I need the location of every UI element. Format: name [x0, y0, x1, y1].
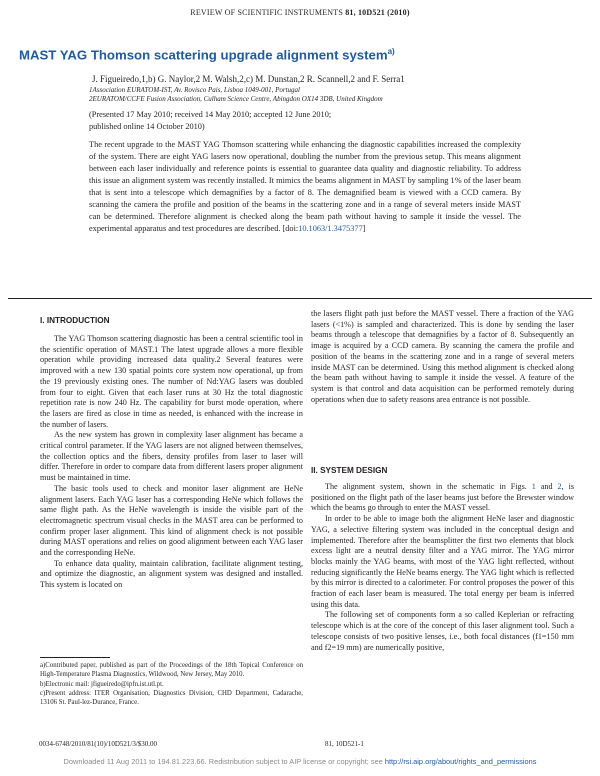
intro-paragraph-1: The YAG Thomson scattering diagnostic has been a central scientific tool in the scientific operation of MAST.1 The latest upgrade allows a more flexible operation while providing increased data quality.2 Several features were improved with a new 130 spatial points core system now operational, up from the 19 previously existing ones. The number of Nd:YAG lasers was doubled from four to eight. Given that each laser runs at 30 Hz the total diagnostic repetition rate is now 240 Hz. The capability for burst mode operation, where the lasers are fired as close in time as needed, is enhanced with the increase in the number of lasers.: [40, 334, 303, 429]
doi-prefix: [doi:: [282, 224, 299, 233]
figure-2-link[interactable]: 2: [557, 482, 562, 491]
design-paragraph-3: The following set of components form a so called Keplerian or refracting telescope which is at the core of the concept of this laser alignment tool. Such a telescope consists of two positive lenses, i.e., both focal distances (f1=150 mm and f2=19 mm) are numerically positive,: [311, 610, 574, 652]
abstract: [89, 139, 521, 235]
author-list: J. Figueiredo,1,b) G. Naylor,2 M. Walsh,2,c) M. Dunstan,2 R. Scannell,2 and F. Serra1: [92, 74, 405, 84]
affiliation-1: 1Association EURATOM-IST, Av. Rovisco Pais, Lisboa 1049-001, Portugal: [89, 86, 300, 94]
section-1-heading: I. INTRODUCTION: [40, 316, 110, 325]
footnote-divider: [40, 657, 110, 658]
footnote-b: b)Electronic mail: jfigueiredo@ipfn.ist.utl.pt.: [40, 680, 164, 688]
paper-title: [19, 47, 395, 62]
footer-page: 81, 10D521-1: [325, 740, 364, 748]
title-footnote-mark: a): [387, 47, 395, 56]
design-p1-text-a: The alignment system, shown in the schematic in Figs.: [325, 482, 532, 491]
intro-paragraph-5: the lasers flight path just before the MAST vessel. There a fraction of the YAG lasers (<1%) is sampled and characterized. This is done by sending the laser beams through a telescope that demagnifies by a factor of 8. Subsequently an image is acquired by a CCD camera. By scanning the camera the profile and position of the beams in the scattering zone and in a range of several meters inside MAST can be determined. Using this method alignment is checked along the beam path without having to sample it inside the vessel. A feature of the system is that control and data acquisition can be performed remotely during operations when due to safety reasons area entrance is not possible.: [311, 309, 574, 404]
journal-name: REVIEW OF SCIENTIFIC INSTRUMENTS: [190, 8, 343, 17]
doi-link[interactable]: 10.1063/1.3475377: [298, 224, 363, 233]
affiliation-2: 2EURATOM/CCFE Fusion Association, Culham Science Centre, Abingdon OX14 3DB, United Kingdom: [89, 95, 383, 103]
download-text: Downloaded 11 Aug 2011 to 194.81.223.66. Redistribution subject to AIP license or copyright; see: [63, 757, 385, 766]
intro-paragraph-3: The basic tools used to check and monitor laser alignment are HeNe alignment lasers. Each YAG laser has a corresponding HeNe which follows the same flight path. As the HeNe wavelength is inside the visible part of the electromagnetic spectrum visual checks in the MAST area can be performed to confirm proper laser alignment. This kind of alignment check is not possible during MAST operations and relies on good alignment between each YAG laser and the corresponding HeNe.: [40, 483, 303, 558]
dates-line-1: (Presented 17 May 2010; received 14 May 2010; accepted 12 June 2010;: [89, 110, 332, 119]
footnotes: [40, 662, 303, 709]
footnote-a: a)Contributed paper, published as part of the Proceedings of the 18th Topical Conference on High-Temperature Plasma Diagnostics, Wildwood, New Jersey, May 2010.: [40, 662, 303, 678]
design-p1-text-c: , is positioned on the flight path of the laser beams just before the Brewster window which the beams go through to enter the MAST vessel.: [311, 482, 575, 513]
design-paragraph-2: In order to be able to image both the alignment HeNe laser and diagnostic YAG, a selective filtering system was included in the conceptual design and implemented. Therefore after the beamsplitter the first two elements that block excess light are a neutral density filter and a YAG mirror. The YAG mirror blocks mainly the YAG beams, with most of the YAG light reflected, without reducing significantly the HeNe beams energy. The YAG light which is reflected by this mirror is directed to a calorimeter. For control proposes the power of this fraction of each laser beam is measured. The total energy per beam is inferred using this data.: [311, 514, 574, 609]
download-notice: [0, 757, 600, 766]
right-column-top: [311, 309, 574, 405]
design-paragraph-1: [311, 482, 574, 514]
volume-page: 81, 10D521 (2010): [345, 8, 410, 17]
running-header: [0, 8, 600, 17]
intro-paragraph-2: As the new system has grown in complexity laser alignment has became a critical control parameter. If the YAG lasers are not aligned between themselves, the collection optics and the fibers, density profiles from laser to laser will differ. Therefore in order to compare data from different lasers proper alignment must be maintained in time.: [40, 430, 303, 483]
section-2-heading: II. SYSTEM DESIGN: [311, 466, 388, 475]
title-text: MAST YAG Thomson scattering upgrade alignment system: [19, 47, 388, 63]
footer-issn: 0034-6748/2010/81(10)/10D521/3/$30.00: [39, 740, 158, 748]
footnote-c: c)Present address: ITER Organisation, Diagnostics Division, CHD Department, Cadarache, 13106 St. Paul-lez-Durance, France.: [40, 690, 303, 707]
publication-dates: [89, 109, 489, 133]
figure-1-link[interactable]: 1: [531, 482, 536, 491]
abstract-divider: [8, 298, 592, 299]
design-p1-text-b: and: [535, 482, 558, 491]
permissions-link[interactable]: http://rsi.aip.org/about/rights_and_permissions: [384, 757, 537, 766]
abstract-text: The recent upgrade to the MAST YAG Thomson scattering while enhancing the diagnostic capabilities increased the complexity of the system. There are eight YAG lasers now operational, doubling the number from the previous setup. This means alignment between each laser individually and reference points is essential to guarantee data quality and diagnostic reliability. To address this issue an alignment system was recently installed. It mimics the beams alignment in MAST by sampling 1% of the laser beam that is sent into a telescope which demagnifies by a factor of 8. The demagnified beam is viewed with a CCD camera. By scanning the camera the profile and position of the beams in the scattering zone and in a range of several meters inside MAST can be determined. Therefore alignment is checked along the beam path without having to sample it inside the vessel. The experimental apparatus and test procedures are described.: [89, 140, 521, 233]
right-column-bottom: [311, 482, 574, 653]
dates-line-2: published online 14 October 2010): [89, 122, 205, 131]
left-column: [40, 334, 303, 591]
intro-paragraph-4: To enhance data quality, maintain calibration, facilitate alignment testing, and optimize the diagnostic, an alignment system was designed and installed. This system is located on: [40, 558, 303, 590]
doi-suffix: ]: [362, 224, 366, 233]
